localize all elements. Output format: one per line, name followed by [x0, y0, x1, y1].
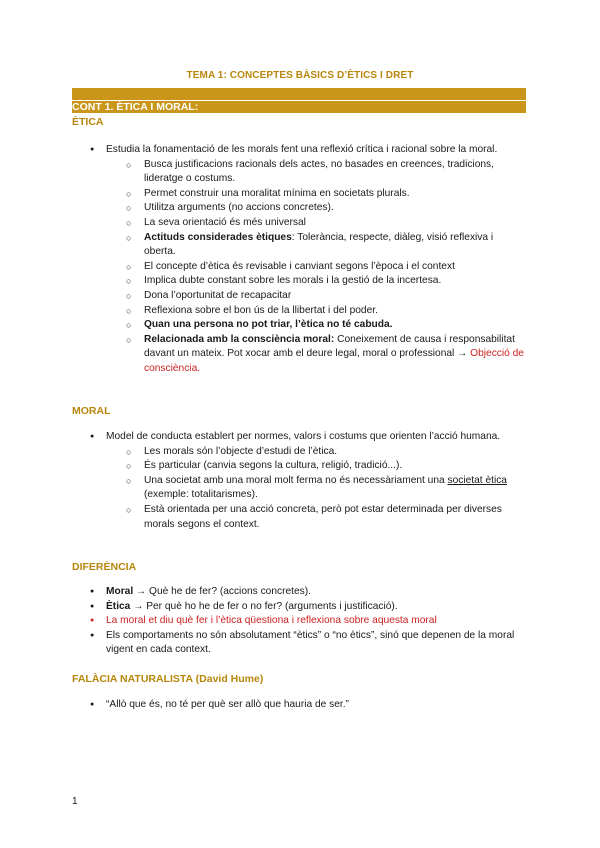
moral-main: Model de conducta establert per normes, valors i costums que orienten l’acció humana. — [106, 431, 501, 442]
list-item: ○ És particular (canvia segons la cultura, religió, tradició...). — [126, 459, 526, 474]
etica-sublist — [126, 158, 526, 377]
falacia-list — [90, 698, 526, 713]
list-item: ○ El concepte d’ètica és revisable i canviant segons l’època i el context — [126, 260, 526, 275]
list-item — [90, 143, 526, 377]
page-number: 1 — [72, 796, 78, 807]
etica-heading: ÈTICA — [72, 116, 104, 128]
etica-list — [90, 143, 526, 377]
list-item — [90, 430, 526, 532]
list-item — [126, 474, 526, 503]
diferencia-heading: DIFERÈNCIA — [72, 561, 137, 573]
moral-sub3-before: Una societat amb una moral molt ferma no és necessàriament una — [144, 474, 448, 486]
moral-heading: MORAL — [72, 405, 111, 417]
moral-label: Moral — [106, 586, 134, 597]
actituds-label: Actituds considerades ètiques — [144, 231, 292, 243]
list-item: ○ La seva orientació és més universal — [126, 216, 526, 231]
list-item: ○ Permet construir una moralitat mínima en societats plurals. — [126, 187, 526, 202]
etica-label: Ètica — [106, 600, 131, 612]
etica-text: → Per què ho he de fer o no fer? (arguments i justificació). — [130, 600, 398, 612]
list-item: ○ Busca justificacions racionals dels actes, no basades en creences, tradicions, lideratge o costums. — [126, 158, 526, 187]
diferencia-list — [90, 585, 526, 658]
list-item: ● La moral et diu què fer i l’ètica qüestiona i reflexiona sobre aquesta moral — [90, 614, 526, 629]
moral-sub3-after: (exemple: totalitarismes). — [144, 489, 258, 501]
page-title: TEMA 1: CONCEPTES BÀSICS D’ÈTICS I DRET — [186, 70, 414, 81]
list-item — [126, 333, 526, 377]
list-item: ○ Està orientada per una acció concreta, però pot estar determinada per diverses morals segons el context. — [126, 503, 526, 532]
section-banner-text: CONT 1. ÈTICA I MORAL: — [72, 101, 199, 113]
etica-main: Estudia la fonamentació de les morals fent una reflexió crítica i racional sobre la moral. — [106, 144, 498, 155]
list-item: ○ Dona l’oportunitat de recapacitar — [126, 289, 526, 304]
relacionada-label: Relacionada amb la consciència moral: — [144, 333, 335, 345]
persona-text: Quan una persona no pot triar, l’ètica no té cabuda. — [144, 319, 393, 331]
societat-etica-link: societat ètica — [447, 474, 507, 486]
list-item — [126, 318, 526, 333]
section-banner — [72, 101, 526, 113]
falacia-heading: FALÀCIA NATURALISTA (David Hume) — [72, 673, 264, 685]
list-item — [90, 585, 526, 600]
moral-sublist — [126, 445, 526, 533]
list-item — [126, 231, 526, 260]
actituds-text: : Tolerància, respecte, diàleg, visió reflexiva i oberta. — [144, 231, 494, 258]
header-rule — [72, 88, 526, 100]
moral-text: → Què he de fer? (accions concretes). — [133, 586, 311, 597]
list-item: ○ Implica dubte constant sobre les morals i la gestió de la incertesa. — [126, 274, 526, 289]
list-item: ○ Reflexiona sobre el bon ús de la llibertat i del poder. — [126, 304, 526, 319]
list-item: ○ Les morals són l’objecte d’estudi de l’ètica. — [126, 445, 526, 460]
objeccio-text: Objecció de consciència. — [144, 348, 524, 374]
moral-list — [90, 430, 526, 532]
list-item — [90, 600, 526, 615]
relacionada-text: Coneixement de causa i responsabilitat davant un mateix. Pot xocar amb el deure legal, moral o professional → — [144, 333, 515, 360]
list-item: ● Els comportaments no són absolutament “ètics” o “no ètics”, sinó que depenen de la moral vigent en cada context. — [90, 629, 526, 658]
list-item: ● “Allò que és, no té per què ser allò que hauria de ser.” — [90, 698, 526, 713]
list-item: ○ Utilitza arguments (no accions concretes). — [126, 201, 526, 216]
